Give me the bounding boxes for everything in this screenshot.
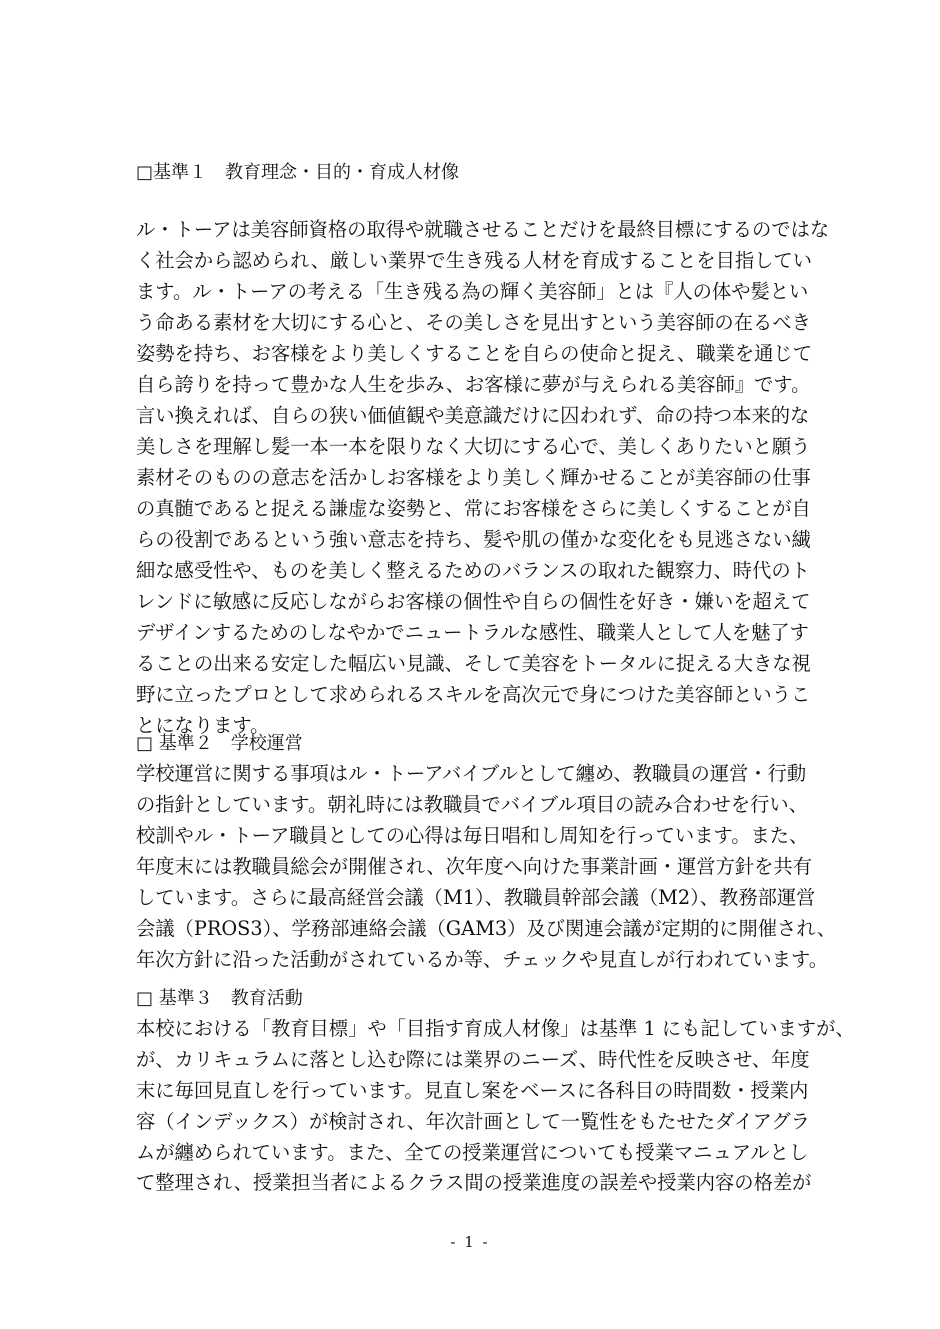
- body-line: 細な感受性や、ものを美しく整えるためのバランスの取れた観察力、時代のト: [136, 559, 810, 582]
- body-line: 姿勢を持ち、お客様をより美しくすることを自らの使命と捉え、職業を通じて: [136, 342, 812, 365]
- section-heading-1: □基準１ 教育理念・目的・育成人材像: [136, 162, 460, 183]
- body-line: 校訓やル・トーア職員としての心得は毎日唱和し周知を行っています。また、: [136, 824, 809, 847]
- body-line: 末に毎回見直しを行っています。見直し案をベースに各科目の時間数・授業内: [136, 1078, 809, 1102]
- body-line: 学校運営に関する事項はル・トーアバイブルとして纏め、教職員の運営・行動: [136, 762, 807, 785]
- body-line: て整理され、授業担当者によるクラス間の授業進度の誤差や授業内容の格差が: [136, 1171, 812, 1195]
- body-line: ることの出来る安定した幅広い見識、そして美容をトータルに捉える大きな視: [136, 652, 811, 675]
- body-line: デザインするためのしなやかでニュートラルな感性、職業人として人を魅了す: [136, 621, 809, 644]
- page-number: - 1 -: [450, 1233, 490, 1251]
- body-line: の指針としています。朝礼時には教職員でバイブル項目の読み合わせを行い、: [136, 793, 808, 816]
- body-line: 美しさを理解し髪一本一本を限りなく大切にする心で、美しくありたいと願う: [136, 435, 811, 458]
- body-line: とになります。: [136, 714, 270, 737]
- body-line: らの役割であるという強い意志を持ち、髪や肌の僅かな変化をも見逃さない繊: [136, 528, 811, 551]
- section-body-1: [136, 214, 830, 741]
- body-line: く社会から認められ、厳しい業界で生き残る人材を育成することを目指してい: [136, 249, 812, 272]
- body-line: 自ら誇りを持って豊かな人生を歩み、お客様に夢が与えられる美容師』です。: [136, 373, 811, 396]
- body-line: う命ある素材を大切にする心と、その美しさを見出すという美容師の在るべき: [136, 311, 811, 334]
- body-line: の真髄であると捉える謙虚な姿勢と、常にお客様をさらに美しくすることが自: [136, 497, 811, 520]
- body-line: 素材そのものの意志を活かしお客様をより美しく輝かせることが美容師の仕事: [136, 466, 811, 489]
- body-line: 会議（PROS3）、学務部連絡会議（GAM3）及び関連会議が定期的に開催され、: [136, 917, 837, 940]
- body-line: 容（インデックス）が検討され、年次計画として一覧性をもたせたダイアグラ: [136, 1109, 810, 1133]
- body-line: 本校における「教育目標」や「目指す育成人材像」は基準 1 にも記していますが、: [136, 1017, 855, 1040]
- body-line: 年次方針に沿った活動がされているか等、チェックや見直しが行われています。: [136, 948, 828, 971]
- body-line: が、カリキュラムに落とし込む際には業界のニーズ、時代性を反映させ、年度: [136, 1047, 810, 1071]
- section-heading-2: □ 基準２ 学校運営: [136, 733, 303, 754]
- body-line: 野に立ったプロとして求められるスキルを高次元で身につけた美容師というこ: [136, 683, 811, 706]
- section-body-3: [136, 1013, 855, 1198]
- body-line: ます。ル・トーアの考える「生き残る為の輝く美容師」とは『人の体や髪とい: [136, 280, 809, 303]
- body-line: 年度末には教職員総会が開催され、次年度へ向けた事業計画・運営方針を共有: [136, 855, 812, 878]
- body-line: ムが纏められています。また、全ての授業運営についても授業マニュアルとし: [136, 1140, 809, 1164]
- body-line: しています。さらに最高経営会議（M1）、教職員幹部会議（M2）、教務部運営: [136, 886, 816, 909]
- body-line: 言い換えれば、自らの狭い価値観や美意識だけに囚われず、命の持つ本来的な: [136, 404, 810, 427]
- section-heading-3: □ 基準３ 教育活動: [136, 988, 303, 1009]
- body-line: レンドに敏感に反応しながらお客様の個性や自らの個性を好き・嫌いを超えて: [136, 590, 811, 613]
- body-line: ル・トーアは美容師資格の取得や就職させることだけを最終目標にするのではな: [136, 218, 830, 241]
- section-body-2: [136, 758, 837, 975]
